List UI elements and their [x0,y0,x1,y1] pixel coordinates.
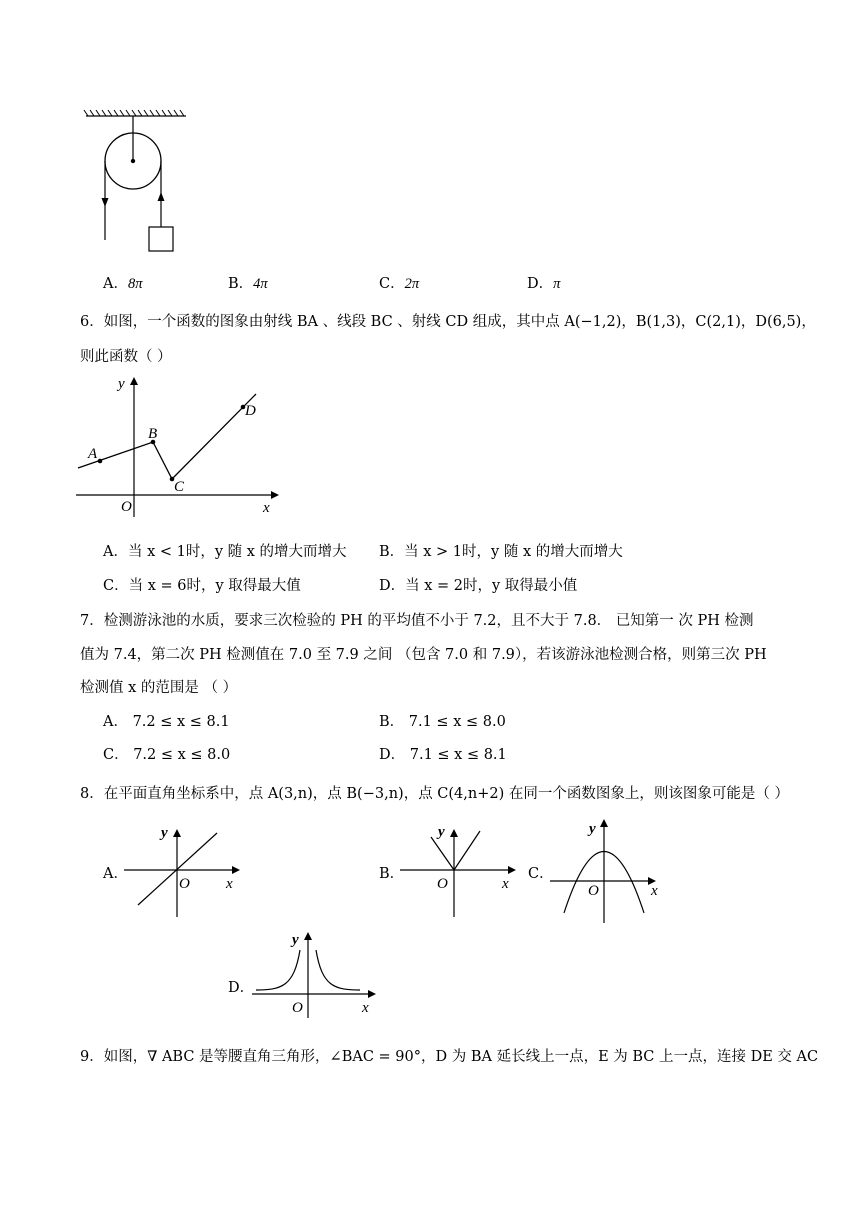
q7-option-c[interactable]: C． 7.2 ≤ x ≤ 8.0 [103,747,231,763]
q8d-origin-label: O [292,1000,303,1016]
q6-option-a[interactable]: A．当 x < 1时，y 随 x 的增大而增大 [103,544,347,560]
q6-graph [76,375,286,520]
q5-option-d-key: D． [527,276,554,292]
q6-option-b[interactable]: B．当 x > 1时，y 随 x 的增大而增大 [379,544,623,560]
q6-stem-line1: 6．如图，一个函数的图象由射线 BA 、线段 BC 、射线 CD 组成，其中点 A(−1,2)，B(1,3)，C(2,1)，D(6,5)， [80,314,816,330]
q5-option-c-key: C． [379,276,405,292]
q6-point-a-label: A [88,446,98,462]
q8c-origin-label: O [588,883,599,899]
q8-graph-d [250,928,380,1023]
q7-option-d[interactable]: D． 7.1 ≤ x ≤ 8.1 [379,747,507,763]
q8-option-a-label[interactable]: A． [103,866,128,882]
q8-graph-c [548,815,668,925]
q8b-x-label: x [502,876,509,892]
q8a-x-label: x [226,876,233,892]
q6-option-c[interactable]: C．当 x = 6时，y 取得最大值 [103,578,301,594]
q6-point-b-label: B [148,426,158,442]
q6-option-d[interactable]: D．当 x = 2时，y 取得最小值 [379,578,578,594]
q8b-origin-label: O [437,876,448,892]
q8-option-c-label[interactable]: C． [528,866,554,882]
q5-option-a-value: 8π [127,276,143,292]
q5-option-a-key: A． [103,276,128,292]
q9-stem-line1: 9．如图，∇ ABC 是等腰直角三角形，∠BAC = 90°，D 为 BA 延长线上一点，E 为 BC 上一点，连接 DE 交 AC [80,1049,819,1065]
q8-option-b-label[interactable]: B． [379,866,405,882]
q7-option-b[interactable]: B． 7.1 ≤ x ≤ 8.0 [379,714,506,730]
q7-stem-line2: 值为 7.4，第二次 PH 检测值在 7.0 至 7.9 之间 （包含 7.0 和 7.9），若该游泳池检测合格，则第三次 PH [80,647,767,663]
q5-option-b[interactable] [228,272,268,293]
q7-stem-line3: 检测值 x 的范围是 （ ） [80,680,238,696]
q6-point-d-label: D [245,403,256,419]
q5-option-a[interactable] [103,272,143,293]
q8d-x-label: x [362,1000,369,1016]
q8a-y-label: y [161,825,168,841]
q6-x-label: x [263,500,270,516]
q6-stem-line2: 则此函数（ ） [80,349,172,365]
q5-option-d-value: π [553,276,561,292]
q8c-x-label: x [651,883,658,899]
q6-point-c-label: C [174,479,185,495]
q8a-origin-label: O [179,876,190,892]
q8b-y-label: y [438,824,445,840]
q8-stem-line1: 8．在平面直角坐标系中，点 A(3,n)，点 B(−3,n)，点 C(4,n+2) 在同一个函数图象上，则该图象可能是（ ） [80,786,789,802]
pulley-figure [80,110,200,260]
q8-graph-a [122,825,252,920]
q7-option-a[interactable]: A． 7.2 ≤ x ≤ 8.1 [103,714,230,730]
q8c-y-label: y [589,821,596,837]
q5-option-c[interactable] [379,272,419,293]
q5-option-d[interactable] [527,272,560,293]
q5-option-b-key: B． [228,276,254,292]
q8-option-d-label[interactable]: D． [228,980,255,996]
q5-option-c-value: 2π [404,276,420,292]
q8-graph-b [398,825,528,920]
q5-option-b-value: 4π [253,276,268,292]
q7-stem-line1: 7．检测游泳池的水质，要求三次检验的 PH 的平均值不小于 7.2，且不大于 7.8． 已知第一 次 PH 检测 [80,613,754,629]
q6-origin-label: O [121,499,132,515]
q6-y-label: y [118,376,125,392]
q8d-y-label: y [292,932,299,948]
